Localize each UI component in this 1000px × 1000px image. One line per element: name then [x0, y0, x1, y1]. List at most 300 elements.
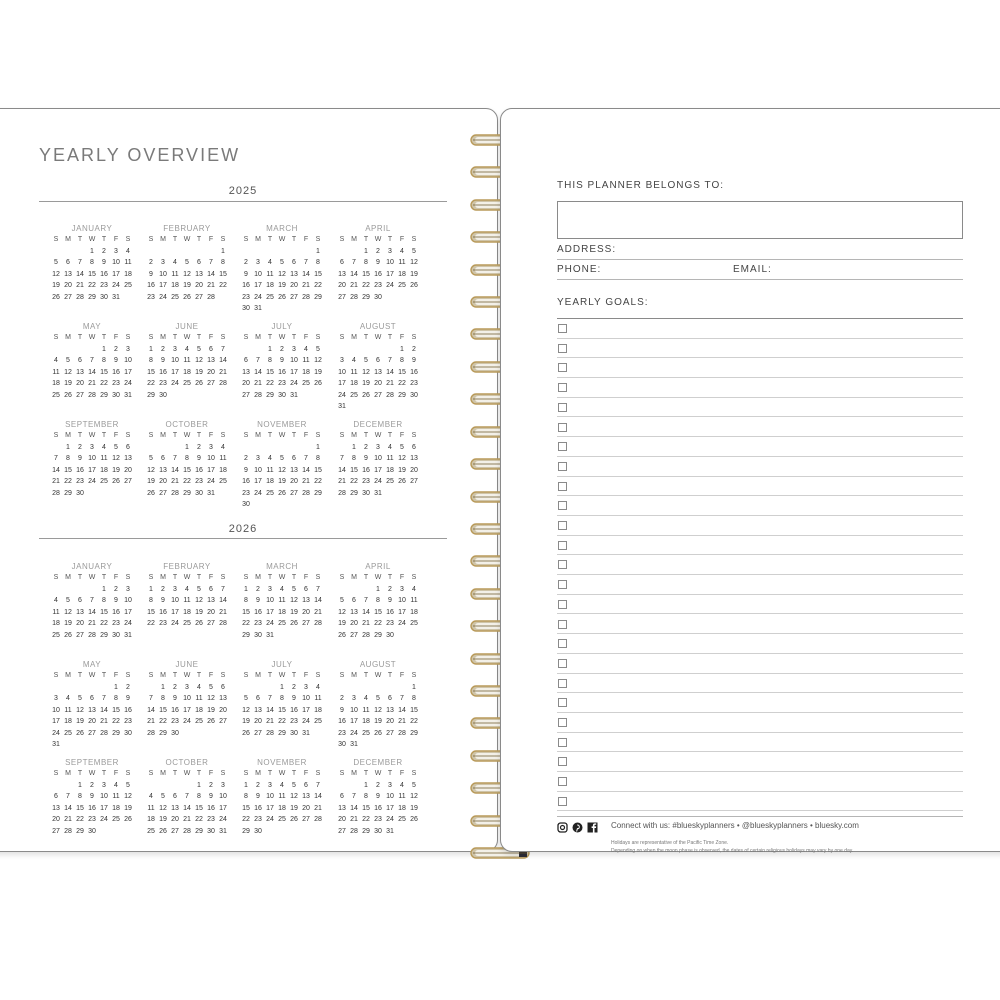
- month-name: DECEMBER: [353, 420, 403, 429]
- day-number: 1: [102, 585, 106, 593]
- day-number: 9: [161, 357, 165, 364]
- day-number: 9: [340, 706, 344, 714]
- day-number: 14: [338, 466, 346, 474]
- address-label: ADDRESS:: [557, 244, 617, 255]
- weekday-header: M: [160, 432, 166, 439]
- day-number: 1: [244, 781, 248, 789]
- goal-row[interactable]: [557, 477, 963, 497]
- day-number: 24: [183, 718, 191, 725]
- empty-cell: [240, 442, 252, 454]
- day-number: 20: [76, 620, 84, 627]
- weekday-header: F: [303, 236, 309, 243]
- day-number: 17: [112, 270, 120, 278]
- day-number: 25: [314, 718, 322, 725]
- weekday-header: S: [339, 236, 345, 243]
- day-number: 6: [78, 357, 82, 364]
- goal-row[interactable]: [557, 358, 963, 378]
- weekday-header: T: [196, 334, 202, 341]
- weekday-header: M: [351, 770, 357, 777]
- day-number: 4: [197, 683, 201, 691]
- day-number: 9: [149, 270, 153, 278]
- day-number: 11: [278, 597, 286, 604]
- day-number: 19: [183, 282, 191, 289]
- day-number: 16: [374, 804, 382, 812]
- day-number: 8: [114, 695, 118, 702]
- day-number: 2: [364, 443, 368, 451]
- day-number: 8: [280, 695, 284, 702]
- day-number: 23: [242, 489, 250, 497]
- goal-checkbox[interactable]: [558, 324, 567, 333]
- day-number: 26: [112, 478, 120, 485]
- empty-cell: [372, 344, 384, 356]
- weekday-header: T: [172, 432, 178, 439]
- day-number: 3: [388, 247, 392, 255]
- goal-row[interactable]: [557, 693, 963, 713]
- goal-checkbox[interactable]: [558, 757, 567, 766]
- weekday-header: M: [65, 574, 71, 581]
- empty-cell: [86, 584, 98, 596]
- day-number: 15: [183, 466, 191, 474]
- day-number: 23: [278, 380, 286, 387]
- day-number: 18: [278, 608, 286, 616]
- day-number: 3: [173, 345, 177, 353]
- day-number: 22: [195, 816, 203, 823]
- day-number: 19: [314, 368, 322, 376]
- goal-row[interactable]: [557, 398, 963, 418]
- empty-cell: [50, 584, 62, 596]
- day-number: 28: [88, 391, 96, 399]
- goal-checkbox[interactable]: [558, 344, 567, 353]
- goal-checkbox[interactable]: [558, 620, 567, 629]
- weekday-header: T: [291, 770, 297, 777]
- day-number: 16: [159, 368, 167, 376]
- day-number: 23: [374, 282, 382, 289]
- day-number: 13: [290, 270, 298, 278]
- weekday-header: F: [208, 770, 214, 777]
- goal-checkbox[interactable]: [558, 501, 567, 510]
- goal-row[interactable]: [557, 457, 963, 477]
- day-number: 30: [195, 489, 203, 497]
- weekday-header: F: [113, 770, 119, 777]
- day-number: 12: [338, 608, 346, 616]
- day-number: 30: [112, 631, 120, 639]
- day-number: 30: [159, 391, 167, 399]
- goal-checkbox[interactable]: [558, 482, 567, 491]
- day-number: 3: [400, 585, 404, 593]
- day-number: 17: [266, 804, 274, 812]
- day-number: 30: [112, 391, 120, 399]
- goal-checkbox[interactable]: [558, 363, 567, 372]
- day-number: 26: [290, 816, 298, 823]
- day-number: 1: [197, 781, 201, 789]
- empty-cell: [169, 442, 181, 454]
- weekday-header: T: [77, 672, 83, 679]
- day-number: 26: [147, 489, 155, 497]
- day-number: 15: [147, 368, 155, 376]
- day-number: 4: [268, 259, 272, 266]
- day-number: 28: [362, 631, 370, 639]
- day-number: 6: [209, 585, 213, 593]
- weekday-header: S: [53, 574, 59, 581]
- weekday-header: S: [125, 770, 131, 777]
- day-number: 26: [124, 816, 132, 823]
- goal-row[interactable]: [557, 615, 963, 635]
- day-number: 6: [78, 597, 82, 604]
- day-number: 9: [244, 270, 248, 278]
- goal-checkbox[interactable]: [558, 797, 567, 806]
- weekday-header: T: [291, 334, 297, 341]
- day-number: 6: [388, 695, 392, 702]
- goal-row[interactable]: [557, 496, 963, 516]
- weekday-header: T: [267, 770, 273, 777]
- weekday-header: S: [53, 236, 59, 243]
- mini-calendar-april: [333, 561, 423, 641]
- day-number: 16: [195, 466, 203, 474]
- month-name: MAY: [82, 660, 102, 669]
- mini-calendar-december: [333, 757, 423, 837]
- day-number: 4: [400, 781, 404, 789]
- goal-checkbox[interactable]: [558, 383, 567, 392]
- yearly-overview-page: [0, 108, 498, 852]
- empty-cell: [336, 246, 348, 258]
- day-number: 13: [290, 466, 298, 474]
- weekday-header: F: [208, 236, 214, 243]
- day-grid: [237, 768, 327, 837]
- day-number: 17: [171, 608, 179, 616]
- day-number: 11: [195, 695, 203, 702]
- weekday-header: S: [243, 770, 249, 777]
- day-number: 30: [207, 827, 215, 835]
- goal-checkbox[interactable]: [558, 738, 567, 747]
- day-number: 12: [207, 695, 215, 702]
- weekday-header: S: [148, 672, 154, 679]
- belongs-to-label: THIS PLANNER BELONGS TO:: [557, 180, 725, 191]
- day-number: 21: [266, 718, 274, 725]
- day-number: 26: [64, 391, 72, 399]
- day-number: 9: [173, 695, 177, 702]
- empty-cell: [252, 442, 264, 454]
- owner-name-field[interactable]: [557, 201, 963, 239]
- day-number: 17: [183, 706, 191, 714]
- day-number: 22: [242, 620, 250, 627]
- day-number: 17: [266, 608, 274, 616]
- day-number: 13: [159, 466, 167, 474]
- goal-row[interactable]: [557, 516, 963, 536]
- day-number: 10: [386, 793, 394, 800]
- day-number: 25: [52, 391, 60, 399]
- goal-checkbox[interactable]: [558, 600, 567, 609]
- day-number: 13: [338, 804, 346, 812]
- month-name: SEPTEMBER: [65, 420, 119, 429]
- goal-checkbox[interactable]: [558, 541, 567, 550]
- weekday-header: T: [101, 236, 107, 243]
- day-number: 21: [88, 620, 96, 627]
- day-number: 18: [64, 718, 72, 725]
- day-number: 30: [254, 631, 262, 639]
- weekday-header: W: [183, 574, 191, 581]
- weekday-header: M: [255, 334, 261, 341]
- day-number: 29: [159, 729, 167, 737]
- day-number: 25: [278, 620, 286, 627]
- goal-row[interactable]: [557, 319, 963, 339]
- day-grid: [333, 768, 423, 837]
- weekday-header: S: [220, 672, 226, 679]
- day-number: 15: [112, 706, 120, 714]
- goal-row[interactable]: [557, 339, 963, 359]
- weekday-header: M: [255, 236, 261, 243]
- goal-checkbox[interactable]: [558, 718, 567, 727]
- day-number: 14: [147, 706, 155, 714]
- day-number: 8: [364, 793, 368, 800]
- day-number: 7: [90, 357, 94, 364]
- day-number: 21: [302, 282, 310, 289]
- day-number: 20: [254, 718, 262, 725]
- weekday-header: W: [183, 334, 191, 341]
- day-number: 1: [364, 247, 368, 255]
- empty-cell: [348, 682, 360, 694]
- day-number: 27: [124, 478, 132, 485]
- day-number: 3: [114, 247, 118, 255]
- day-number: 15: [362, 804, 370, 812]
- goal-checkbox[interactable]: [558, 698, 567, 707]
- empty-cell: [252, 344, 264, 356]
- goal-checkbox[interactable]: [558, 521, 567, 530]
- day-number: 6: [197, 259, 201, 266]
- day-number: 12: [374, 706, 382, 714]
- day-number: 2: [412, 345, 416, 353]
- day-number: 23: [195, 478, 203, 485]
- day-number: 17: [219, 804, 227, 812]
- goal-row[interactable]: [557, 634, 963, 654]
- weekday-header: W: [183, 672, 191, 679]
- day-number: 15: [242, 804, 250, 812]
- day-number: 2: [388, 585, 392, 593]
- day-number: 27: [410, 478, 418, 485]
- empty-cell: [50, 442, 62, 454]
- weekday-header: S: [411, 236, 417, 243]
- day-number: 14: [254, 368, 262, 376]
- weekday-header: W: [374, 574, 382, 581]
- goal-row[interactable]: [557, 733, 963, 753]
- weekday-header: T: [387, 574, 393, 581]
- empty-cell: [336, 780, 348, 792]
- day-number: 16: [112, 368, 120, 376]
- weekday-header: S: [53, 334, 59, 341]
- mini-calendar-june: [142, 321, 232, 401]
- day-number: 3: [376, 443, 380, 451]
- day-number: 30: [124, 729, 132, 737]
- day-number: 31: [266, 631, 274, 639]
- empty-cell: [50, 246, 62, 258]
- empty-cell: [157, 780, 169, 792]
- address-line[interactable]: [557, 259, 963, 260]
- day-number: 4: [280, 781, 284, 789]
- goal-row[interactable]: [557, 792, 963, 812]
- goal-row[interactable]: [557, 555, 963, 575]
- day-number: 24: [254, 293, 262, 301]
- day-number: 25: [52, 631, 60, 639]
- goal-row[interactable]: [557, 437, 963, 457]
- year-rule: [39, 201, 447, 202]
- weekday-header: S: [243, 574, 249, 581]
- empty-cell: [62, 780, 74, 792]
- day-number: 9: [256, 793, 260, 800]
- day-number: 20: [195, 282, 203, 289]
- day-number: 17: [374, 466, 382, 474]
- goal-checkbox[interactable]: [558, 659, 567, 668]
- day-number: 11: [183, 357, 191, 364]
- fine-print: Holidays are representative of the Pacific Time Zone.: [611, 840, 729, 846]
- empty-cell: [384, 682, 396, 694]
- day-number: 12: [290, 793, 298, 800]
- goal-checkbox[interactable]: [558, 462, 567, 471]
- weekday-header: W: [88, 672, 96, 679]
- day-number: 3: [126, 585, 130, 593]
- day-number: 13: [302, 793, 310, 800]
- day-number: 16: [100, 270, 108, 278]
- day-grid: [237, 430, 327, 511]
- phone-label: PHONE:: [557, 264, 602, 275]
- day-number: 3: [185, 683, 189, 691]
- weekday-header: S: [148, 236, 154, 243]
- weekday-header: S: [315, 574, 321, 581]
- day-number: 18: [410, 608, 418, 616]
- month-name: NOVEMBER: [257, 758, 307, 767]
- day-number: 19: [159, 816, 167, 823]
- day-number: 24: [171, 620, 179, 627]
- day-number: 28: [52, 489, 60, 497]
- day-number: 31: [350, 741, 358, 748]
- weekday-header: M: [351, 236, 357, 243]
- month-name: JULY: [271, 322, 293, 331]
- day-number: 29: [88, 293, 96, 301]
- day-number: 28: [350, 827, 358, 835]
- day-number: 19: [374, 718, 382, 725]
- day-number: 23: [386, 620, 394, 627]
- goal-checkbox[interactable]: [558, 639, 567, 648]
- day-number: 1: [244, 585, 248, 593]
- month-name: SEPTEMBER: [65, 758, 119, 767]
- day-number: 29: [242, 827, 250, 835]
- goal-checkbox[interactable]: [558, 560, 567, 569]
- day-number: 6: [126, 443, 130, 451]
- empty-cell: [181, 780, 193, 792]
- instagram-icon[interactable]: [557, 822, 568, 833]
- day-number: 6: [221, 683, 225, 691]
- empty-cell: [169, 780, 181, 792]
- day-number: 28: [398, 729, 406, 737]
- goal-row[interactable]: [557, 575, 963, 595]
- day-number: 3: [209, 443, 213, 451]
- day-number: 2: [161, 585, 165, 593]
- goal-checkbox[interactable]: [558, 580, 567, 589]
- empty-cell: [264, 442, 276, 454]
- goal-checkbox[interactable]: [558, 423, 567, 432]
- goal-checkbox[interactable]: [558, 403, 567, 412]
- day-number: 10: [302, 695, 310, 702]
- day-number: 8: [400, 357, 404, 364]
- weekday-header: W: [88, 334, 96, 341]
- day-number: 28: [88, 631, 96, 639]
- day-number: 19: [338, 620, 346, 627]
- goal-row[interactable]: [557, 713, 963, 733]
- day-number: 27: [76, 631, 84, 639]
- day-number: 4: [412, 585, 416, 593]
- day-number: 22: [362, 282, 370, 289]
- planner-owner-page: [500, 108, 1000, 852]
- day-number: 3: [268, 585, 272, 593]
- phone-email-line[interactable]: [557, 279, 963, 280]
- day-number: 22: [183, 478, 191, 485]
- day-number: 26: [398, 478, 406, 485]
- empty-cell: [264, 246, 276, 258]
- goal-row[interactable]: [557, 772, 963, 792]
- weekday-header: T: [77, 236, 83, 243]
- weekday-header: S: [53, 770, 59, 777]
- day-number: 4: [102, 443, 106, 451]
- day-number: 2: [102, 247, 106, 255]
- weekday-header: S: [148, 432, 154, 439]
- day-number: 19: [207, 706, 215, 714]
- mini-calendar-february: [142, 223, 232, 303]
- goal-checkbox[interactable]: [558, 679, 567, 688]
- empty-cell: [157, 246, 169, 258]
- facebook-icon[interactable]: [587, 822, 598, 833]
- goal-row[interactable]: [557, 418, 963, 438]
- goal-checkbox[interactable]: [558, 442, 567, 451]
- day-number: 4: [173, 259, 177, 266]
- day-number: 21: [76, 282, 84, 289]
- day-number: 10: [374, 455, 382, 462]
- day-number: 21: [100, 718, 108, 725]
- goal-row[interactable]: [557, 378, 963, 398]
- weekday-header: W: [278, 236, 286, 243]
- goal-row[interactable]: [557, 654, 963, 674]
- day-number: 20: [374, 380, 382, 387]
- goal-row[interactable]: [557, 752, 963, 772]
- pinterest-icon[interactable]: [572, 822, 583, 833]
- day-number: 14: [88, 368, 96, 376]
- goal-checkbox[interactable]: [558, 777, 567, 786]
- goal-row[interactable]: [557, 536, 963, 556]
- day-number: 8: [352, 455, 356, 462]
- goal-row[interactable]: [557, 674, 963, 694]
- day-number: 1: [400, 345, 404, 353]
- day-number: 12: [195, 597, 203, 604]
- day-number: 28: [171, 489, 179, 497]
- mini-calendar-october: [142, 757, 232, 837]
- day-number: 22: [159, 718, 167, 725]
- connect-text: Connect with us: #blueskyplanners • @blueskyplanners • bluesky.com: [611, 821, 859, 830]
- day-number: 14: [350, 270, 358, 278]
- empty-cell: [74, 246, 86, 258]
- day-number: 2: [244, 455, 248, 462]
- day-number: 12: [314, 357, 322, 364]
- weekday-header: F: [113, 672, 119, 679]
- empty-cell: [252, 682, 264, 694]
- mini-calendar-december: [333, 419, 423, 499]
- day-number: 25: [278, 816, 286, 823]
- goal-row[interactable]: [557, 595, 963, 615]
- empty-cell: [157, 442, 169, 454]
- day-number: 5: [66, 597, 70, 604]
- day-number: 22: [147, 380, 155, 387]
- weekday-header: F: [113, 334, 119, 341]
- day-number: 20: [159, 478, 167, 485]
- month-name: OCTOBER: [165, 758, 209, 767]
- weekday-header: T: [77, 770, 83, 777]
- day-number: 1: [149, 585, 153, 593]
